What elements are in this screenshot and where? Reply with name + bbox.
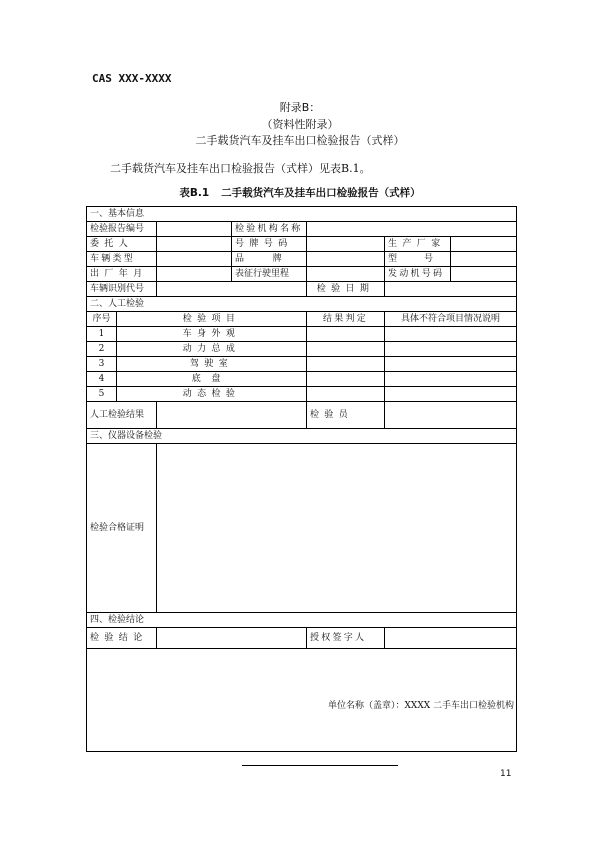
table-row xyxy=(87,237,517,252)
appendix-type: （资料性附录） xyxy=(261,118,339,131)
row-item: 动力总成 xyxy=(117,342,307,357)
table-row xyxy=(87,387,517,402)
row-detail xyxy=(385,327,517,342)
section-row xyxy=(87,297,517,312)
label-plate: 号牌号码 xyxy=(232,237,307,252)
row-no: 3 xyxy=(87,357,117,372)
page-number: 11 xyxy=(500,769,512,779)
row-no: 2 xyxy=(87,342,117,357)
header-no: 序号 xyxy=(87,312,117,327)
row-result xyxy=(307,357,385,372)
value-inspect-date xyxy=(385,282,517,297)
header-result: 结果判定 xyxy=(307,312,385,327)
value-maker xyxy=(451,237,517,252)
section-basic-info: 一、基本信息 xyxy=(87,207,517,222)
table-row xyxy=(87,267,517,282)
header-item: 检验项目 xyxy=(117,312,307,327)
value-vin xyxy=(157,282,307,297)
value-conclusion xyxy=(157,628,307,649)
row-result xyxy=(307,342,385,357)
value-brand xyxy=(307,252,385,267)
label-client: 委托人 xyxy=(87,237,157,252)
label-agency: 检验机构名称 xyxy=(232,222,307,237)
row-no: 4 xyxy=(87,372,117,387)
label-vehicle-type: 车辆类型 xyxy=(87,252,157,267)
appendix-label: 附录B： xyxy=(279,101,321,114)
row-result xyxy=(307,327,385,342)
value-vehicle-type xyxy=(157,252,232,267)
row-detail xyxy=(385,342,517,357)
table-row xyxy=(87,444,517,613)
value-cert xyxy=(157,444,517,613)
table-header-row xyxy=(87,312,517,327)
row-no: 1 xyxy=(87,327,117,342)
value-report-no xyxy=(157,222,232,237)
table-row xyxy=(87,342,517,357)
document-number: CAS XXX-XXXX xyxy=(92,72,172,85)
table-row xyxy=(87,222,517,237)
value-client xyxy=(157,237,232,252)
table-row xyxy=(87,372,517,387)
label-model: 型号 xyxy=(385,252,451,267)
label-odometer: 表征行驶里程 xyxy=(232,267,307,282)
table-title: 二手载货汽车及挂车出口检验报告（式样） xyxy=(221,187,421,199)
value-engine-no xyxy=(451,267,517,282)
value-agency xyxy=(307,222,517,237)
row-item: 底盘 xyxy=(117,372,307,387)
table-row xyxy=(87,282,517,297)
row-item: 驾驶室 xyxy=(117,357,307,372)
table-caption xyxy=(0,185,600,200)
label-vin: 车辆识别代号 xyxy=(87,282,157,297)
section-row xyxy=(87,613,517,628)
value-model xyxy=(451,252,517,267)
label-conclusion: 检验结论 xyxy=(87,628,157,649)
table-number: 表B.1 xyxy=(179,187,210,199)
label-maker: 生产厂家 xyxy=(385,237,451,252)
label-brand: 品牌 xyxy=(232,252,307,267)
row-detail xyxy=(385,387,517,402)
label-manual-result: 人工检验结果 xyxy=(87,402,157,429)
row-detail xyxy=(385,357,517,372)
table-row xyxy=(87,252,517,267)
section-manual-inspection: 二、人工检验 xyxy=(87,297,517,312)
row-item: 车身外观 xyxy=(117,327,307,342)
value-inspector xyxy=(385,402,517,429)
section-instrument-inspection: 三、仪器设备检验 xyxy=(87,429,517,444)
label-engine-no: 发动机号码 xyxy=(385,267,451,282)
value-factory-date xyxy=(157,267,232,282)
row-detail xyxy=(385,372,517,387)
table-row xyxy=(87,628,517,649)
value-odometer xyxy=(307,267,385,282)
label-cert: 检验合格证明 xyxy=(87,444,157,613)
section-row xyxy=(87,207,517,222)
row-result xyxy=(307,372,385,387)
section-row xyxy=(87,429,517,444)
appendix-title: 二手载货汽车及挂车出口检验报告（式样） xyxy=(195,134,405,147)
intro-paragraph: 二手载货汽车及挂车出口检验报告（式样）见表B.1。 xyxy=(110,162,371,175)
table-row xyxy=(87,327,517,342)
label-inspector: 检验员 xyxy=(307,402,385,429)
inspection-report-table xyxy=(86,206,517,752)
footer-rule xyxy=(242,765,398,766)
value-plate xyxy=(307,237,385,252)
table-row xyxy=(87,402,517,429)
unit-name-stamp-line: 单位名称（盖章）：XXXX 二手车出口检验机构 xyxy=(328,701,514,711)
value-signer xyxy=(385,628,517,649)
label-report-no: 检验报告编号 xyxy=(87,222,157,237)
header-detail: 具体不符合项目情况说明 xyxy=(385,312,517,327)
value-manual-result xyxy=(157,402,307,429)
row-result xyxy=(307,387,385,402)
label-factory-date: 出厂年月 xyxy=(87,267,157,282)
section-conclusion: 四、检验结论 xyxy=(87,613,517,628)
row-item: 动态检验 xyxy=(117,387,307,402)
table-row xyxy=(87,357,517,372)
label-inspect-date: 检验日期 xyxy=(307,282,385,297)
row-no: 5 xyxy=(87,387,117,402)
label-signer: 授权签字人 xyxy=(307,628,385,649)
